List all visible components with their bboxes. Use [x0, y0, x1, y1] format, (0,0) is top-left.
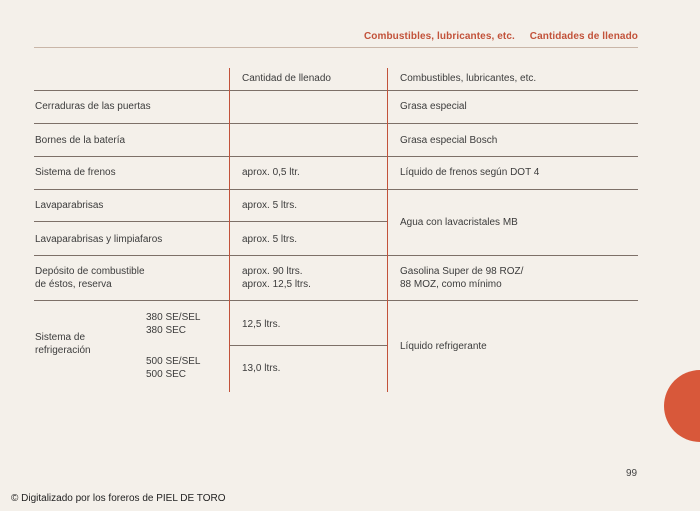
section-tab-marker	[664, 370, 700, 442]
row-item	[35, 332, 91, 357]
row-item: Sistema de frenos	[35, 167, 116, 178]
table-rule	[34, 123, 638, 124]
row-item: Cerraduras de las puertas	[35, 101, 151, 112]
row-fluid: Agua con lavacristales MB	[400, 217, 518, 228]
model-variant	[146, 312, 200, 337]
table-rule	[34, 255, 638, 256]
row-item-line: Sistema de	[35, 332, 86, 343]
model-line: 380 SEC	[146, 324, 187, 336]
row-fluid: Grasa especial Bosch	[400, 135, 498, 146]
table-rule	[34, 189, 638, 190]
column-header-fluids: Combustibles, lubricantes, etc.	[400, 73, 537, 84]
row-fluid: Líquido refrigerante	[400, 341, 487, 352]
table-rule	[34, 156, 638, 157]
row-fluid: Líquido de frenos según DOT 4	[400, 167, 540, 178]
header-rule	[34, 47, 638, 48]
row-item-line: refrigeración	[35, 344, 91, 356]
row-quantity-line: aprox. 90 ltrs.	[242, 266, 303, 277]
model-variant	[146, 356, 200, 381]
row-fluid	[400, 266, 523, 291]
row-quantity: aprox. 5 ltrs.	[242, 234, 298, 245]
header-section-fuels: Combustibles, lubricantes, etc.	[363, 31, 515, 42]
row-item: Lavaparabrisas	[35, 200, 104, 211]
header-section-capacities: Cantidades de llenado	[529, 31, 638, 42]
running-header	[364, 31, 638, 42]
column-divider	[387, 68, 388, 392]
row-item	[35, 266, 145, 291]
row-fluid: Grasa especial	[400, 101, 467, 112]
row-fluid-line: 88 MOZ, como mínimo	[400, 278, 502, 290]
table-rule	[229, 345, 388, 346]
row-item: Bornes de la batería	[35, 135, 126, 146]
table-rule	[34, 90, 638, 91]
scan-credit: © Digitalizado por los foreros de PIEL DE TORO	[11, 493, 226, 504]
row-quantity: 12,5 ltrs.	[242, 319, 281, 330]
column-header-quantity: Cantidad de llenado	[242, 73, 331, 84]
row-item-line: Depósito de combustible	[35, 266, 145, 277]
model-line: 500 SEC	[146, 368, 187, 380]
row-quantity: 13,0 ltrs.	[242, 363, 281, 374]
row-quantity	[242, 266, 311, 291]
model-line: 380 SE/SEL	[146, 312, 201, 323]
model-line: 500 SE/SEL	[146, 356, 201, 367]
page-number: 99	[626, 468, 638, 479]
table-rule	[34, 300, 638, 301]
row-quantity: aprox. 5 ltrs.	[242, 200, 298, 211]
row-quantity-line: aprox. 12,5 ltrs.	[242, 278, 311, 290]
row-quantity: aprox. 0,5 ltr.	[242, 167, 300, 178]
column-divider	[229, 68, 230, 392]
row-item-line: de éstos, reserva	[35, 278, 112, 290]
table-rule	[34, 221, 388, 222]
row-fluid-line: Gasolina Super de 98 ROZ/	[400, 266, 524, 277]
row-item: Lavaparabrisas y limpiafaros	[35, 234, 163, 245]
